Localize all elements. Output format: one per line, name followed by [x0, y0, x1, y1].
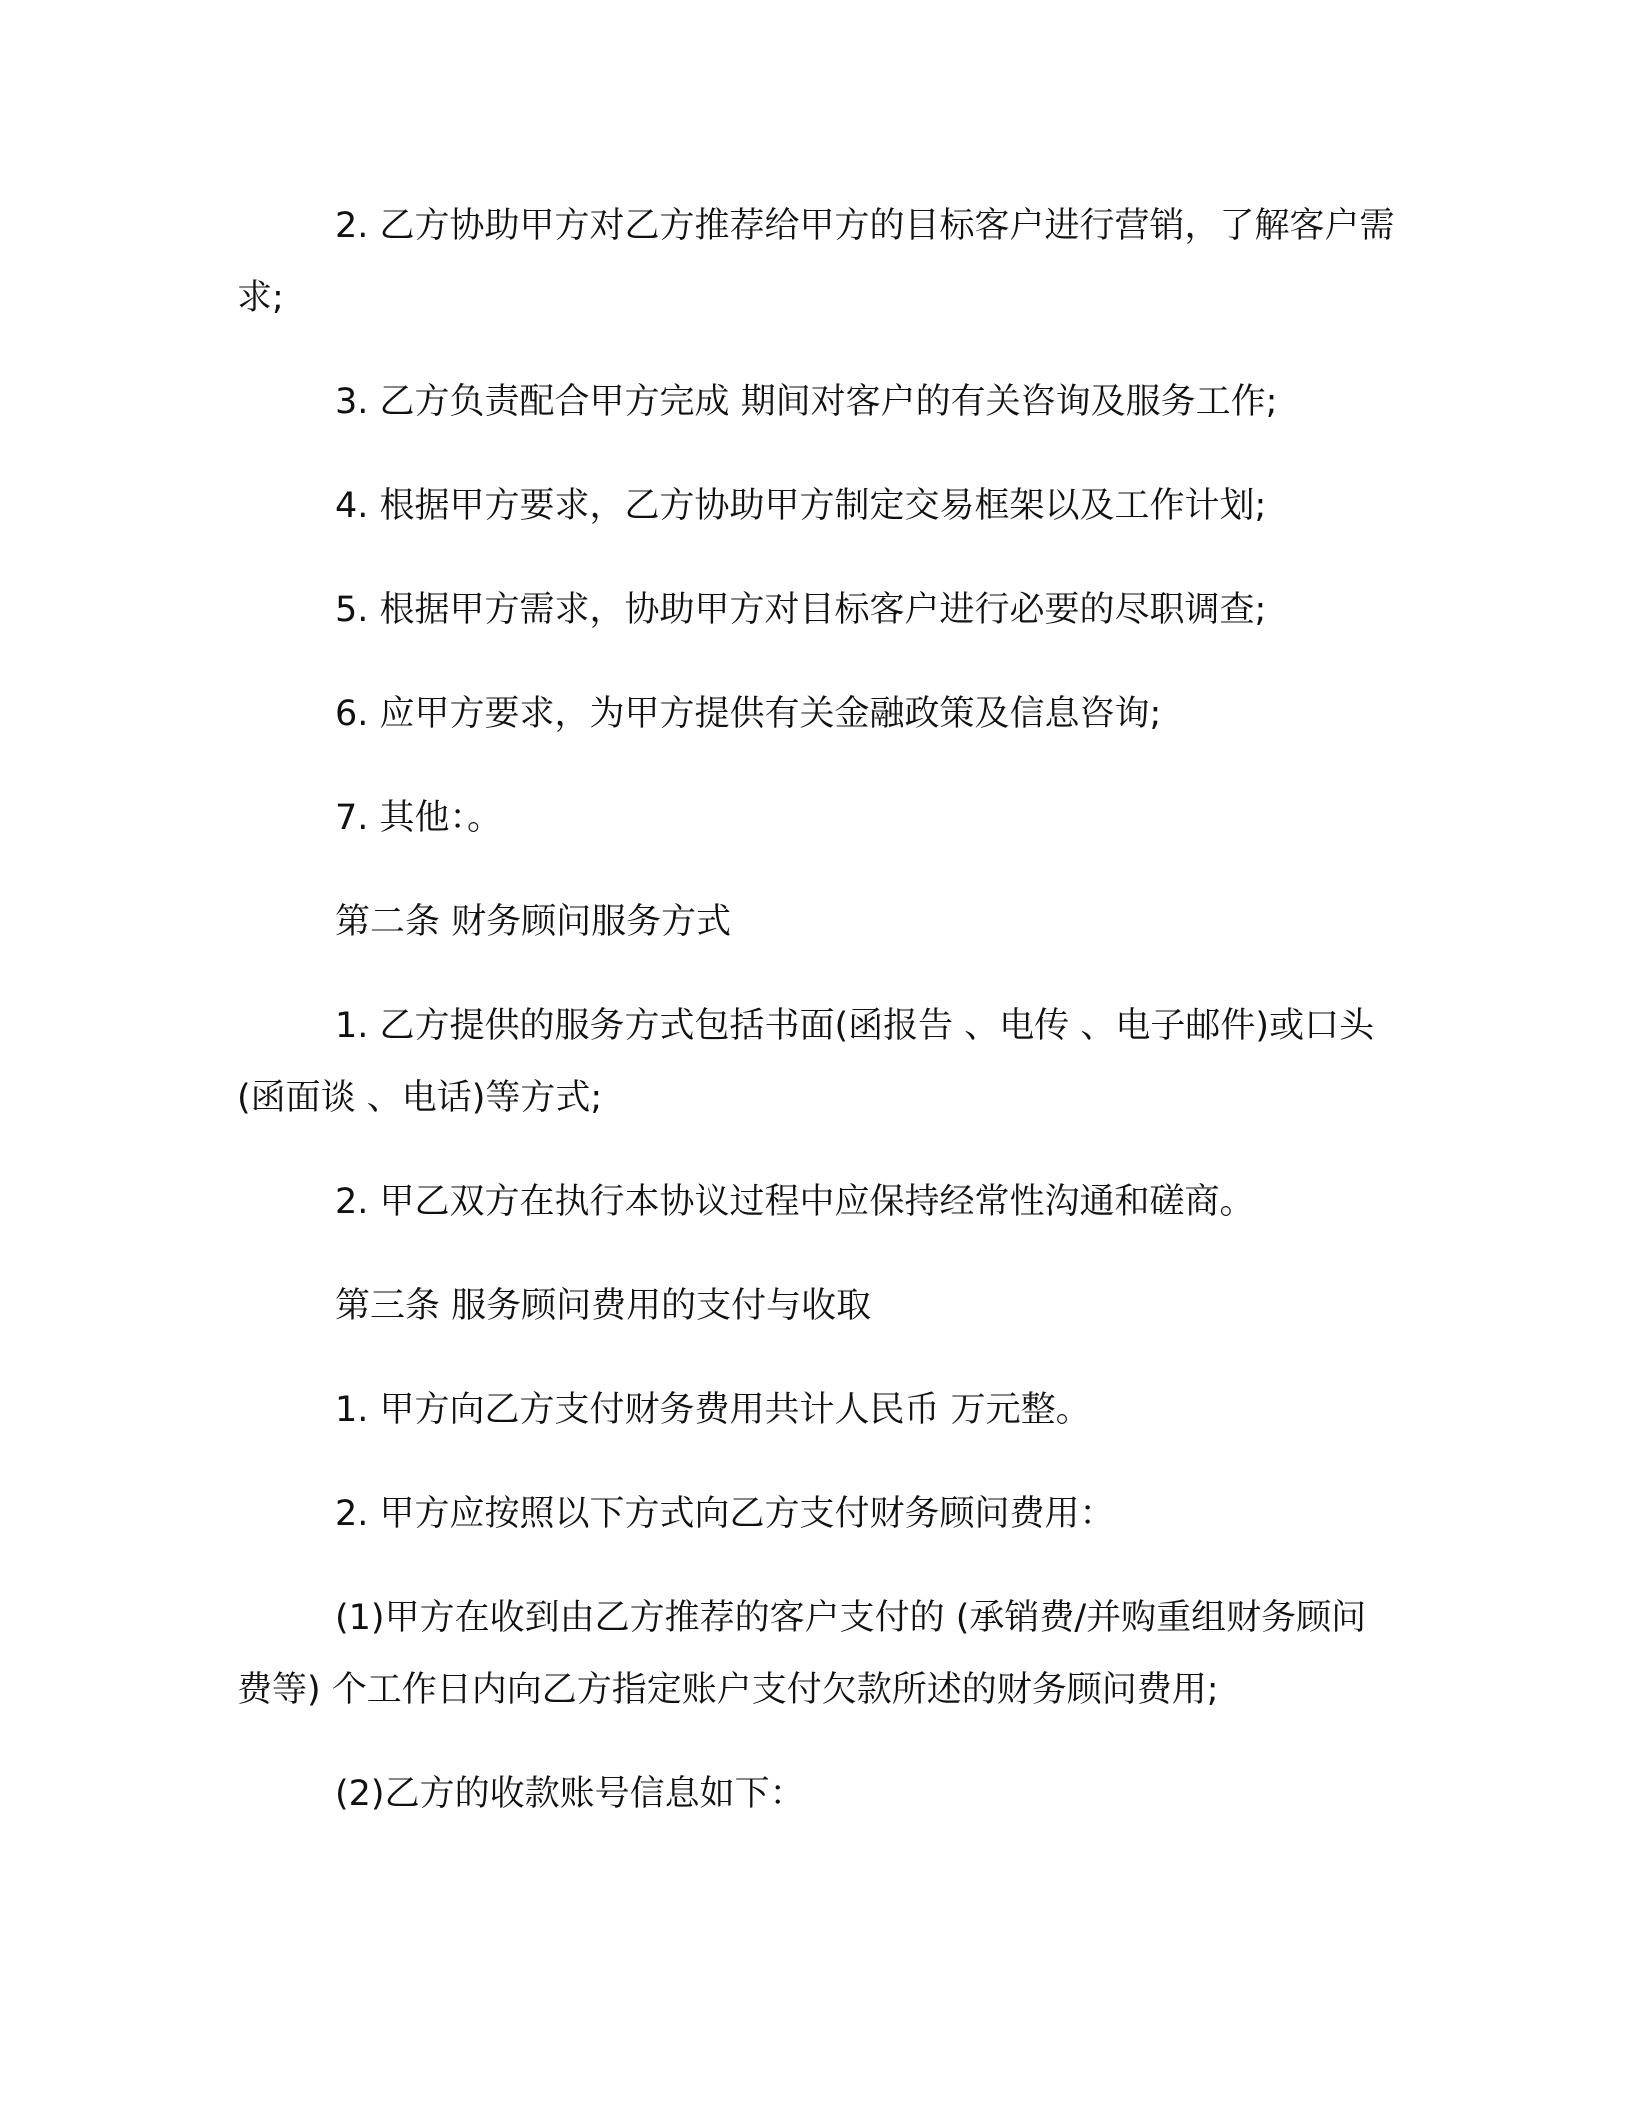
clause-item-7-other: 7. 其他：。	[335, 798, 503, 838]
article-3-heading: 第三条 服务顾问费用的支付与收取	[335, 1286, 872, 1326]
clause-item-5-due-diligence: 5. 根据甲方需求，协助甲方对目标客户进行必要的尽职调查;	[335, 590, 1267, 630]
clause-item-3-consulting: 3. 乙方负责配合甲方完成 期间对客户的有关咨询及服务工作;	[335, 382, 1278, 422]
article-2-heading: 第二条 财务顾问服务方式	[335, 902, 732, 942]
fee-item-2-payment-method: 2. 甲方应按照以下方式向乙方支付财务顾问费用：	[335, 1494, 1115, 1534]
fee-subitem-2-account-info: (2)乙方的收款账号信息如下：	[335, 1774, 805, 1814]
clause-item-2-marketing: 2. 乙方协助甲方对乙方推荐给甲方的目标客户进行营销，了解客户需求;	[237, 206, 1395, 318]
clause-item-6-policy-info: 6. 应甲方要求，为甲方提供有关金融政策及信息咨询;	[335, 694, 1162, 734]
fee-subitem-1-payment-timing: (1)甲方在收到由乙方推荐的客户支付的 (承销费/并购重组财务顾问费等) 个工作日内向乙方指定账户支付欠款所述的财务顾问费用;	[237, 1598, 1367, 1710]
fee-item-1-total: 1. 甲方向乙方支付财务费用共计人民币 万元整。	[335, 1390, 1091, 1430]
clause-item-4-framework: 4. 根据甲方要求，乙方协助甲方制定交易框架以及工作计划;	[335, 486, 1267, 526]
service-method-item-2: 2. 甲乙双方在执行本协议过程中应保持经常性沟通和磋商。	[335, 1182, 1255, 1222]
document-body	[237, 190, 1395, 1862]
service-method-item-1: 1. 乙方提供的服务方式包括书面(函报告 、电传 、电子邮件)或口头(函面谈 、电话)等方式;	[237, 1006, 1375, 1118]
